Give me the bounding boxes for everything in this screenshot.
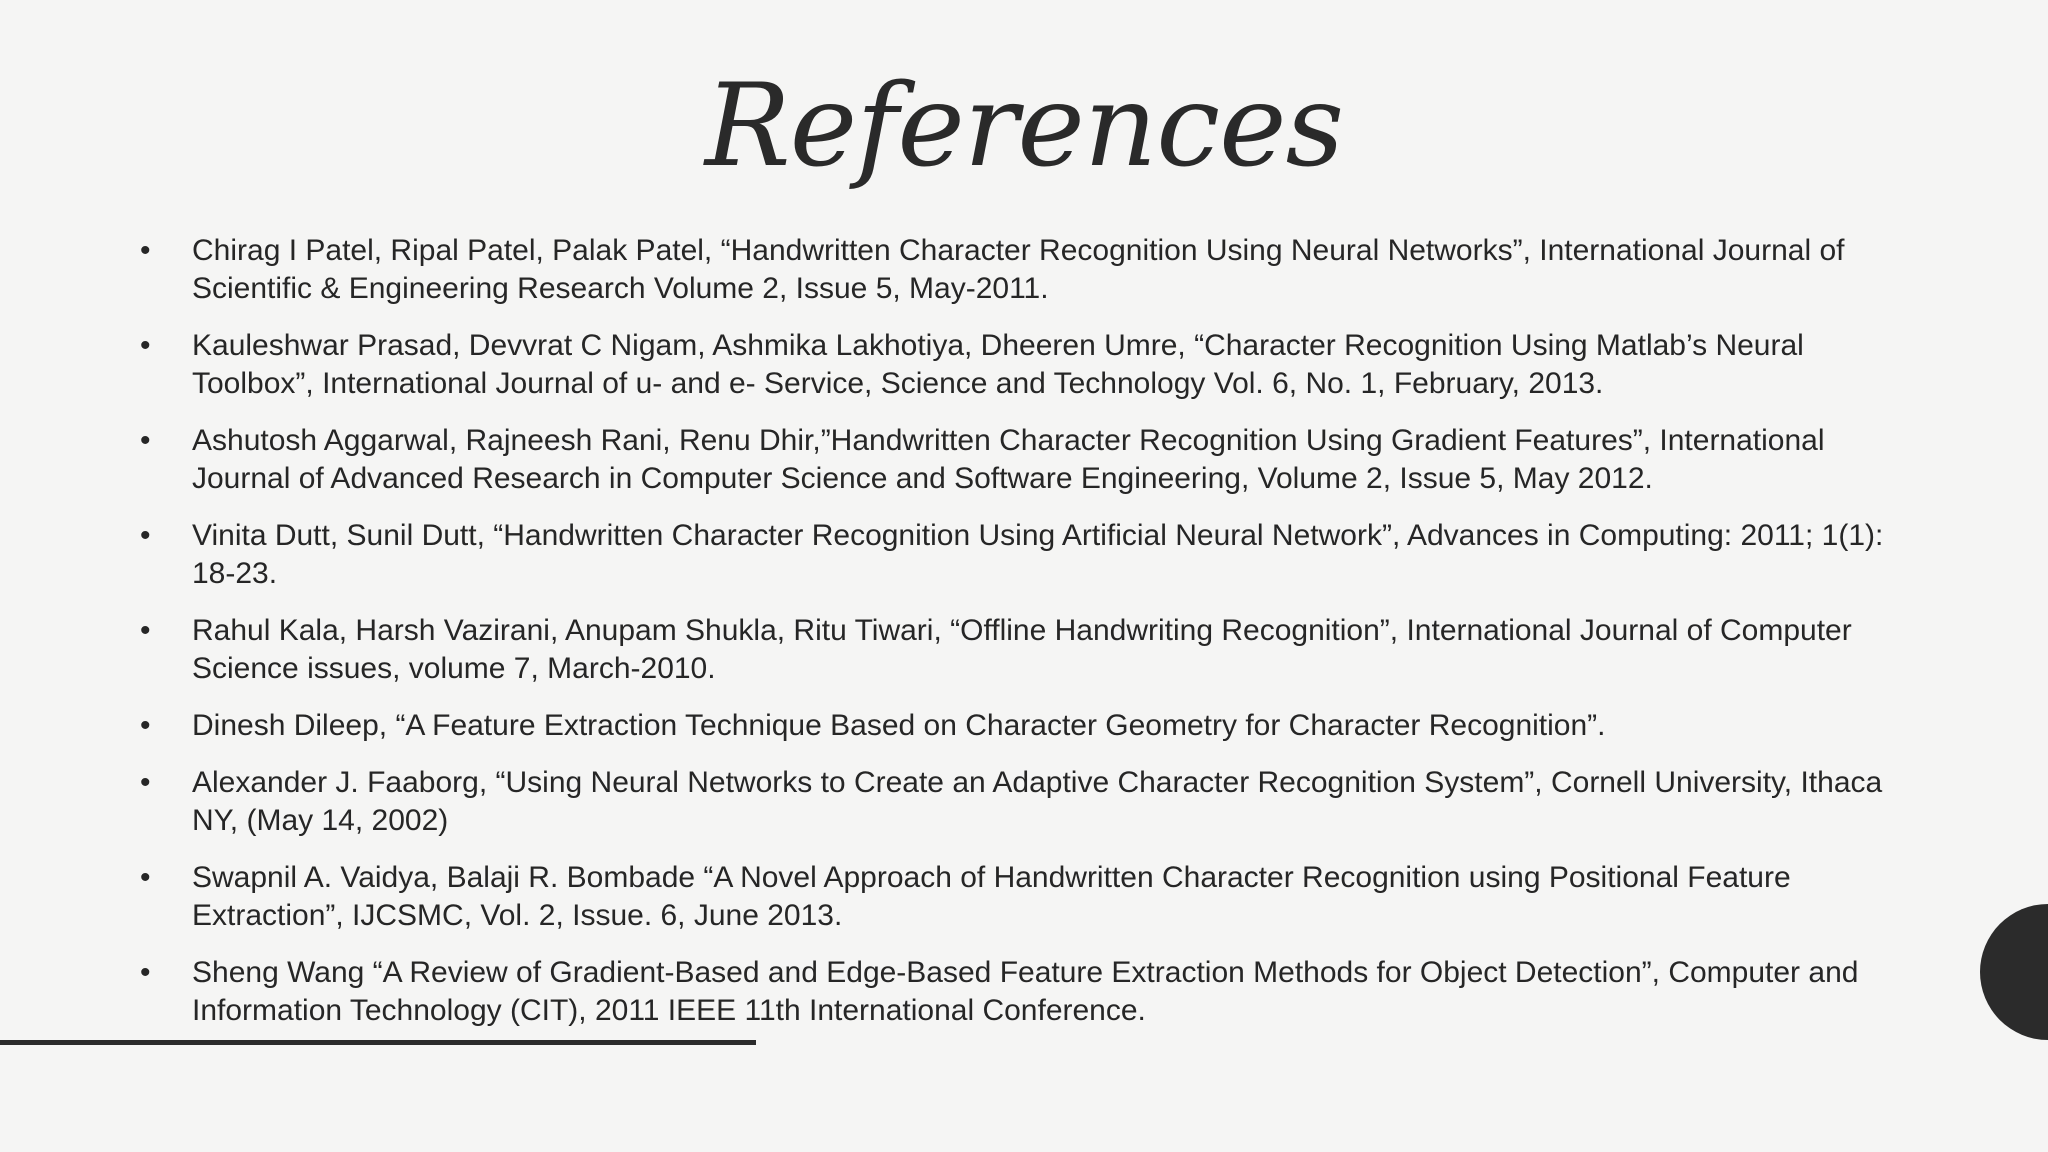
bullet-icon: •	[140, 519, 151, 552]
reference-text: Dinesh Dileep, “A Feature Extraction Technique Based on Character Geometry for Character Recognition”.	[192, 709, 1606, 742]
bullet-icon: •	[140, 709, 151, 742]
bullet-icon: •	[140, 861, 151, 894]
reference-text: Alexander J. Faaborg, “Using Neural Networks to Create an Adaptive Character Recognition System”, Cornell University, Ithaca NY, (May 14, 2002)	[192, 766, 1883, 837]
reference-text: Ashutosh Aggarwal, Rajneesh Rani, Renu Dhir,”Handwritten Character Recognition Using Gradient Features”, International Journal of Advanced Research in Computer Science and Software Engineering, Volume 2, Issue 5, May 2012.	[192, 424, 1825, 495]
bullet-icon: •	[140, 766, 151, 799]
list-item	[140, 232, 1920, 308]
list-item	[140, 612, 1920, 688]
decorative-divider	[0, 1040, 756, 1045]
bullet-icon: •	[140, 956, 151, 989]
list-item	[140, 859, 1920, 935]
bullet-icon: •	[140, 234, 151, 267]
list-item	[140, 517, 1920, 593]
reference-text: Kauleshwar Prasad, Devvrat C Nigam, Ashmika Lakhotiya, Dheeren Umre, “Character Recognition Using Matlab’s Neural Toolbox”, International Journal of u- and e- Service, Science and Technology Vol. 6, No. 1, February, 2013.	[192, 329, 1804, 400]
list-item	[140, 954, 1920, 1030]
list-item	[140, 422, 1920, 498]
reference-text: Vinita Dutt, Sunil Dutt, “Handwritten Character Recognition Using Artificial Neural Network”, Advances in Computing: 2011; 1(1): 18-23.	[192, 519, 1884, 590]
bullet-icon: •	[140, 329, 151, 362]
bullet-icon: •	[140, 614, 151, 647]
reference-text: Chirag I Patel, Ripal Patel, Palak Patel, “Handwritten Character Recognition Using Neural Networks”, International Journal of Scientific & Engineering Research Volume 2, Issue 5, May-2011.	[192, 234, 1845, 305]
list-item	[140, 707, 1920, 745]
list-item	[140, 764, 1920, 840]
reference-text: Sheng Wang “A Review of Gradient-Based and Edge-Based Feature Extraction Methods for Object Detection”, Computer and Information Technology (CIT), 2011 IEEE 11th International Conference.	[192, 956, 1859, 1027]
reference-text: Rahul Kala, Harsh Vazirani, Anupam Shukla, Ritu Tiwari, “Offline Handwriting Recognition”, International Journal of Computer Science issues, volume 7, March-2010.	[192, 614, 1852, 685]
reference-list	[140, 232, 1920, 1049]
bullet-icon: •	[140, 424, 151, 457]
reference-text: Swapnil A. Vaidya, Balaji R. Bombade “A Novel Approach of Handwritten Character Recognition using Positional Feature Extraction”, IJCSMC, Vol. 2, Issue. 6, June 2013.	[192, 861, 1791, 932]
list-item	[140, 327, 1920, 403]
page-title: References	[704, 59, 1344, 192]
decorative-circle	[1980, 904, 2048, 1040]
